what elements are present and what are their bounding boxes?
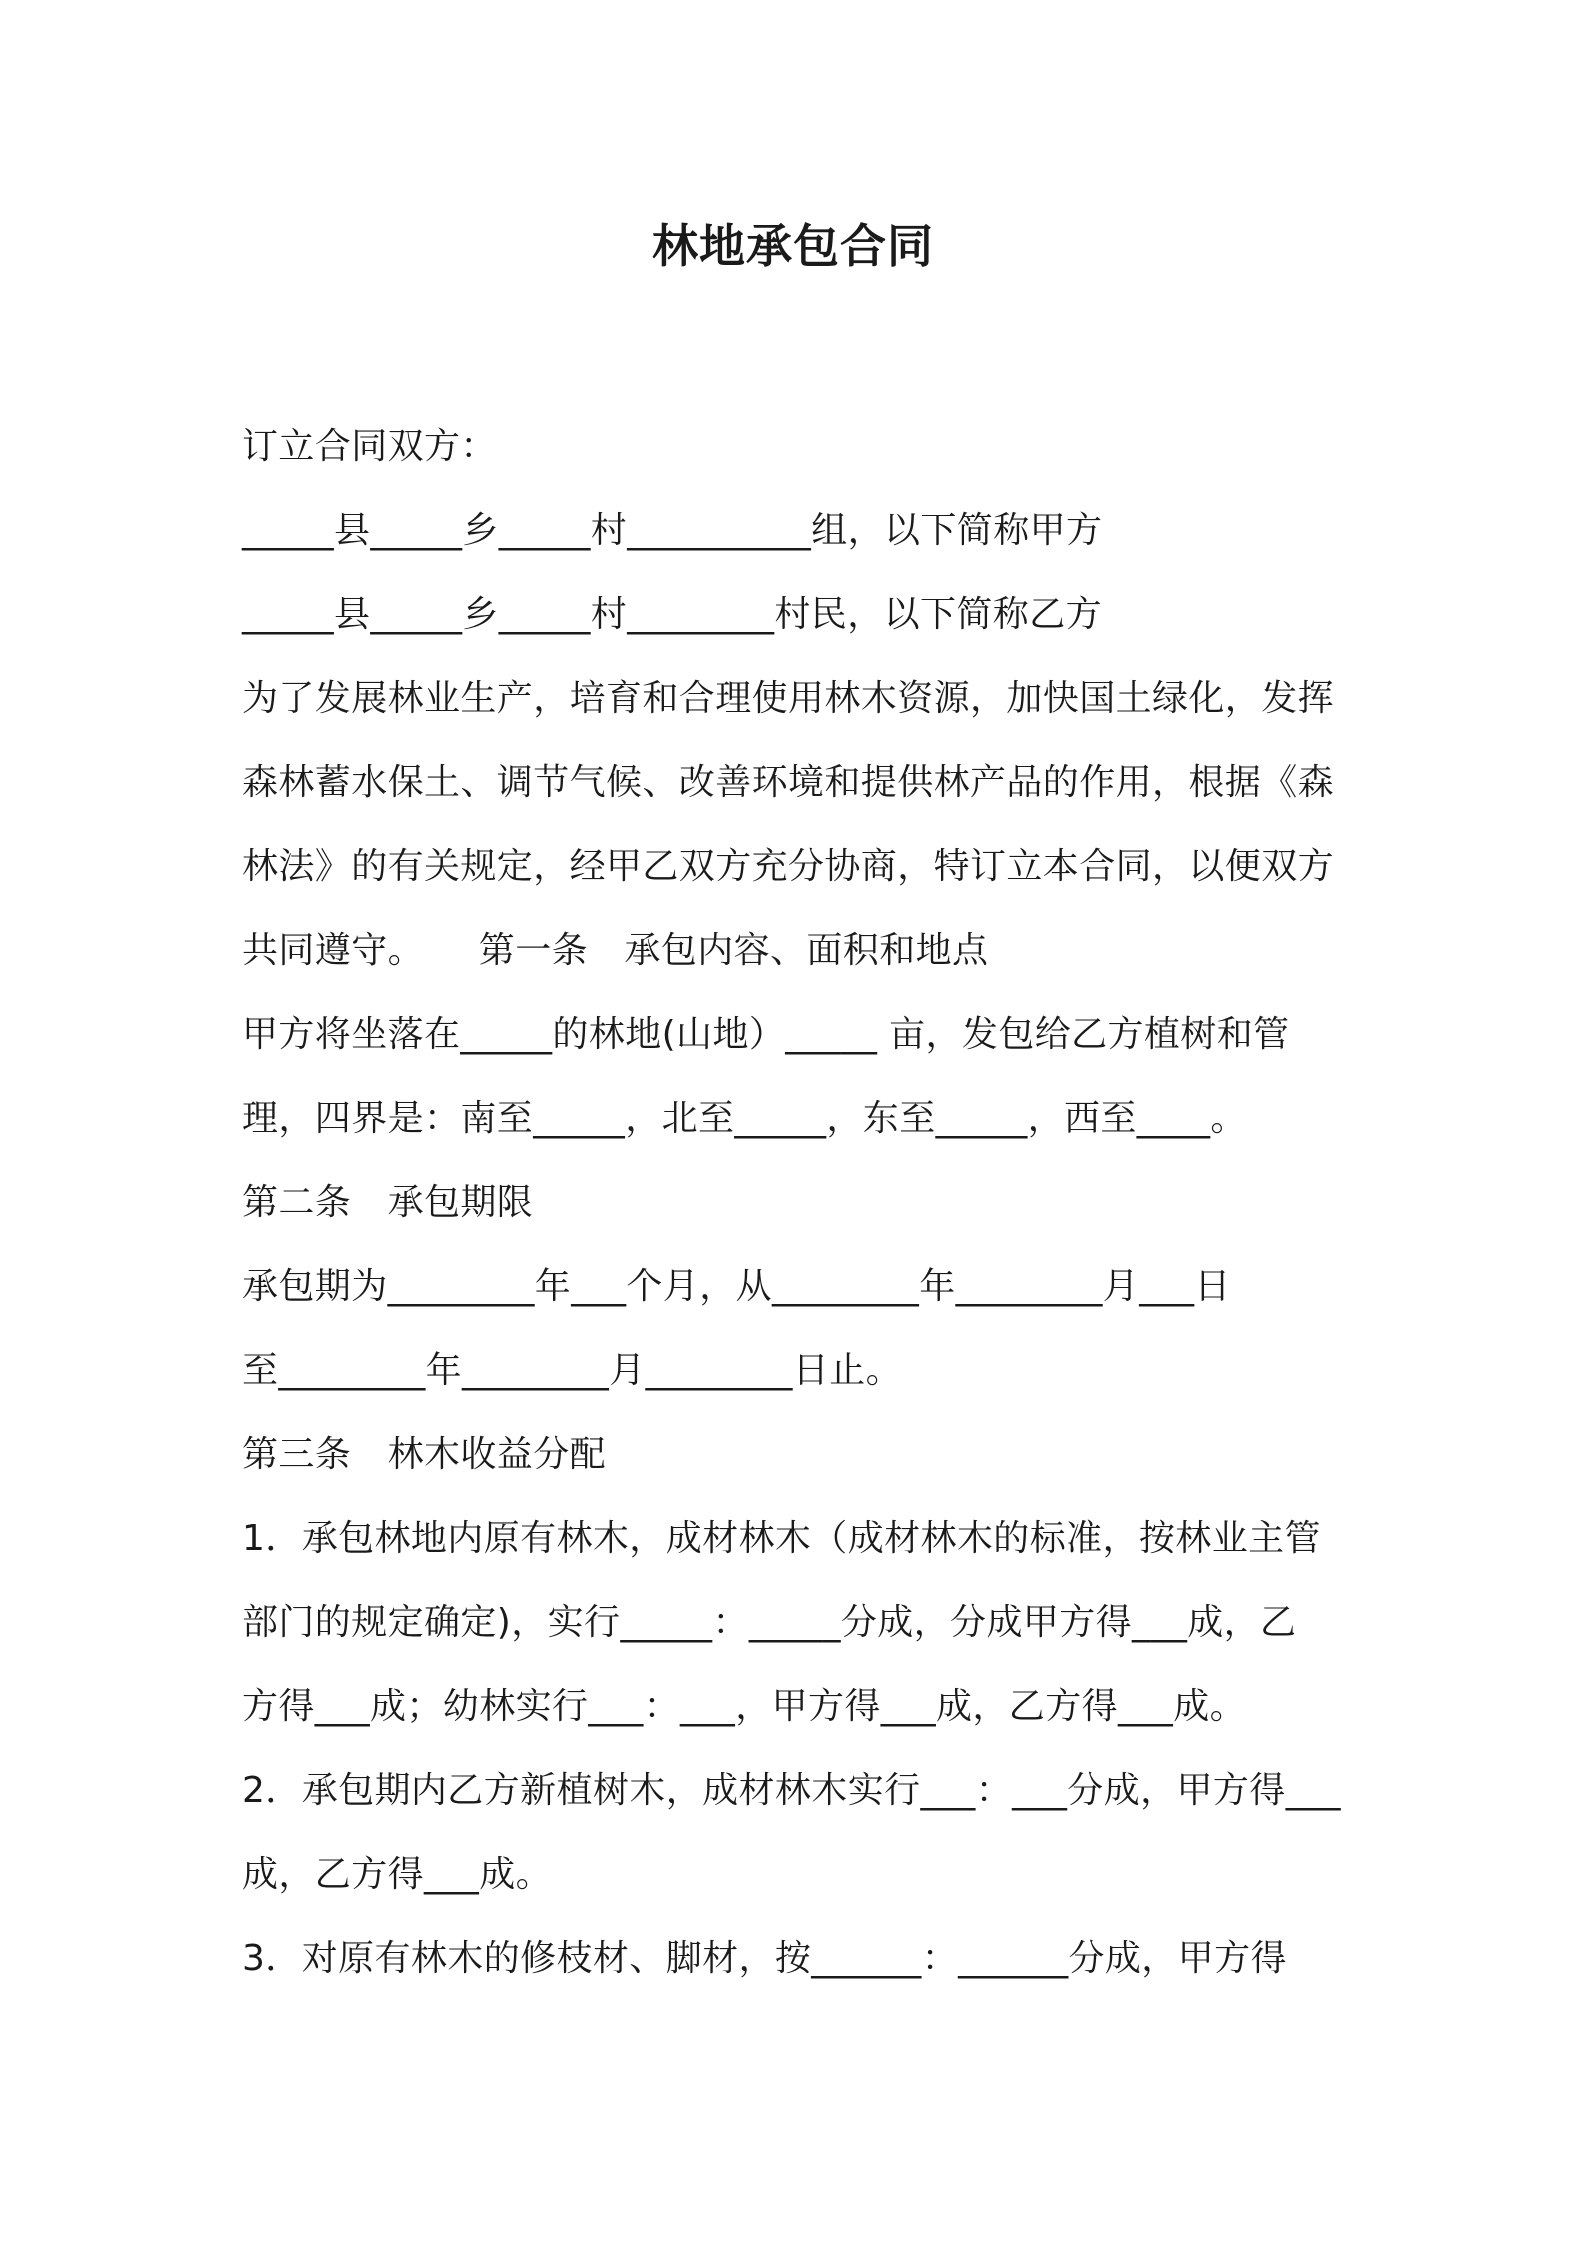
article-2-heading: 第二条 承包期限 — [242, 1182, 534, 1223]
article-3-heading: 第三条 林木收益分配 — [242, 1434, 607, 1475]
article-2-line-1: 承包期为________年___个月，从________年________月___日 — [242, 1266, 1231, 1307]
article-3-item-1-line-1: 1．承包林地内原有林木，成材林木（成材林木的标准，按林业主管 — [242, 1518, 1321, 1559]
party-b-line: _____县_____乡_____村________村民，以下简称乙方 — [242, 594, 1102, 635]
document-title: 林地承包合同 — [652, 219, 934, 273]
preamble-line-2: 森林蓄水保土、调节气候、改善环境和提供林产品的作用，根据《森 — [242, 762, 1335, 803]
preamble-line-3: 林法》的有关规定，经甲乙双方充分协商，特订立本合同，以便双方 — [242, 846, 1335, 887]
article-3-item-3-line-1: 3．对原有林木的修枝材、脚材，按______：______分成，甲方得 — [242, 1938, 1287, 1979]
article-1-line-2: 理，四界是：南至_____，北至_____，东至_____，西至____。 — [242, 1098, 1247, 1139]
article-2-line-2: 至________年________月________日止。 — [242, 1350, 902, 1391]
party-a-line: _____县_____乡_____村__________组，以下简称甲方 — [242, 510, 1103, 551]
article-1-heading: 共同遵守。 第一条 承包内容、面积和地点 — [242, 930, 989, 971]
preamble-line-1: 为了发展林业生产，培育和合理使用林木资源，加快国土绿化，发挥 — [242, 678, 1335, 719]
contract-body — [242, 405, 1352, 2001]
article-3-item-2-line-1: 2．承包期内乙方新植树木，成材林木实行___：___分成，甲方得___ — [242, 1770, 1341, 1811]
article-1-line-1: 甲方将坐落在_____的林地(山地）_____ 亩，发包给乙方植树和管 — [242, 1014, 1290, 1055]
article-3-item-2-line-2: 成，乙方得___成。 — [242, 1854, 553, 1895]
article-3-item-1-line-3: 方得___成；幼林实行___：___，甲方得___成，乙方得___成。 — [242, 1686, 1247, 1727]
parties-heading: 订立合同双方： — [242, 426, 497, 467]
article-3-item-1-line-2: 部门的规定确定)，实行_____：_____分成，分成甲方得___成，乙 — [242, 1602, 1297, 1643]
